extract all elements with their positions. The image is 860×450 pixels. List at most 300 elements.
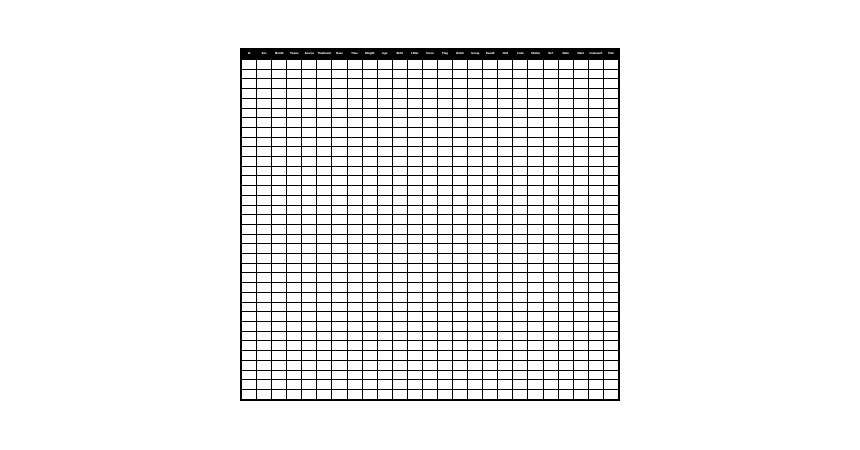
table-cell xyxy=(453,137,468,147)
table-cell xyxy=(528,360,543,370)
table-cell xyxy=(377,137,392,147)
table-cell xyxy=(272,186,287,196)
table-cell xyxy=(422,137,437,147)
data-table xyxy=(241,49,619,400)
table-cell xyxy=(573,176,588,186)
table-cell xyxy=(558,380,573,390)
table-cell xyxy=(528,292,543,302)
table-cell xyxy=(438,351,453,361)
table-cell xyxy=(483,108,498,118)
table-cell xyxy=(272,380,287,390)
table-cell xyxy=(558,370,573,380)
table-cell xyxy=(287,273,302,283)
table-cell xyxy=(528,108,543,118)
table-cell xyxy=(513,176,528,186)
table-cell xyxy=(468,321,483,331)
table-cell xyxy=(302,127,317,137)
table-cell xyxy=(302,263,317,273)
table-cell xyxy=(498,254,513,264)
table-cell xyxy=(287,370,302,380)
table-cell xyxy=(242,224,257,234)
table-cell xyxy=(362,147,377,157)
table-cell xyxy=(498,224,513,234)
table-cell xyxy=(573,302,588,312)
table-cell xyxy=(362,351,377,361)
table-cell xyxy=(513,224,528,234)
table-cell xyxy=(588,89,603,99)
table-cell xyxy=(438,244,453,254)
table-row xyxy=(242,302,619,312)
table-cell xyxy=(407,224,422,234)
table-cell xyxy=(257,389,272,399)
table-cell xyxy=(543,321,558,331)
table-cell xyxy=(302,186,317,196)
table-cell xyxy=(438,389,453,399)
table-cell xyxy=(513,157,528,167)
table-cell xyxy=(347,89,362,99)
table-cell xyxy=(302,108,317,118)
table-cell xyxy=(422,98,437,108)
table-cell xyxy=(332,205,347,215)
table-cell xyxy=(377,127,392,137)
table-cell xyxy=(453,263,468,273)
table-row xyxy=(242,205,619,215)
table-cell xyxy=(543,389,558,399)
table-row xyxy=(242,283,619,293)
table-cell xyxy=(588,108,603,118)
table-cell xyxy=(302,98,317,108)
table-cell xyxy=(242,89,257,99)
table-cell xyxy=(257,195,272,205)
table-cell xyxy=(347,60,362,70)
table-cell xyxy=(377,118,392,128)
table-cell xyxy=(362,331,377,341)
table-cell xyxy=(407,98,422,108)
table-cell xyxy=(468,166,483,176)
table-cell xyxy=(453,234,468,244)
table-cell xyxy=(377,234,392,244)
table-cell xyxy=(498,360,513,370)
table-cell xyxy=(332,351,347,361)
table-cell xyxy=(558,263,573,273)
table-cell xyxy=(317,263,332,273)
table-cell xyxy=(332,166,347,176)
table-cell xyxy=(603,127,618,137)
table-cell xyxy=(543,234,558,244)
table-cell xyxy=(347,370,362,380)
table-cell xyxy=(332,312,347,322)
table-cell xyxy=(498,157,513,167)
table-cell xyxy=(558,360,573,370)
table-cell xyxy=(332,283,347,293)
table-cell xyxy=(377,69,392,79)
table-cell xyxy=(287,215,302,225)
table-cell xyxy=(287,360,302,370)
table-cell xyxy=(468,108,483,118)
table-cell xyxy=(317,389,332,399)
table-cell xyxy=(332,360,347,370)
table-row xyxy=(242,98,619,108)
table-cell xyxy=(242,292,257,302)
table-cell xyxy=(588,224,603,234)
table-cell xyxy=(468,195,483,205)
table-cell xyxy=(392,321,407,331)
table-cell xyxy=(573,273,588,283)
table-cell xyxy=(573,331,588,341)
table-header xyxy=(242,50,619,60)
table-cell xyxy=(603,118,618,128)
table-cell xyxy=(287,254,302,264)
table-cell xyxy=(453,215,468,225)
table-row xyxy=(242,157,619,167)
table-cell xyxy=(483,127,498,137)
table-cell xyxy=(528,283,543,293)
table-cell xyxy=(317,360,332,370)
table-cell xyxy=(287,137,302,147)
table-cell xyxy=(573,137,588,147)
table-cell xyxy=(362,380,377,390)
table-cell xyxy=(422,321,437,331)
table-cell xyxy=(528,380,543,390)
table-cell xyxy=(332,108,347,118)
table-cell xyxy=(377,283,392,293)
table-cell xyxy=(588,331,603,341)
table-cell xyxy=(332,341,347,351)
table-cell xyxy=(407,331,422,341)
table-cell xyxy=(377,157,392,167)
table-cell xyxy=(392,302,407,312)
table-cell xyxy=(588,215,603,225)
table-cell xyxy=(483,283,498,293)
table-cell xyxy=(543,195,558,205)
table-cell xyxy=(377,312,392,322)
table-cell xyxy=(242,205,257,215)
table-body xyxy=(242,60,619,400)
table-cell xyxy=(407,69,422,79)
table-cell xyxy=(453,205,468,215)
data-table-sheet xyxy=(240,48,620,401)
table-cell xyxy=(407,380,422,390)
table-row xyxy=(242,127,619,137)
table-cell xyxy=(588,195,603,205)
table-cell xyxy=(543,292,558,302)
table-cell xyxy=(543,118,558,128)
table-cell xyxy=(272,224,287,234)
table-cell xyxy=(438,292,453,302)
table-cell xyxy=(287,69,302,79)
table-cell xyxy=(332,195,347,205)
table-cell xyxy=(407,244,422,254)
table-cell xyxy=(242,389,257,399)
table-cell xyxy=(558,292,573,302)
table-cell xyxy=(317,341,332,351)
table-cell xyxy=(242,147,257,157)
table-cell xyxy=(513,205,528,215)
table-cell xyxy=(498,195,513,205)
table-cell xyxy=(347,273,362,283)
table-cell xyxy=(468,215,483,225)
table-cell xyxy=(347,157,362,167)
table-cell xyxy=(407,370,422,380)
table-cell xyxy=(543,244,558,254)
table-cell xyxy=(528,370,543,380)
column-header: Batch xyxy=(453,50,468,60)
table-cell xyxy=(573,166,588,176)
table-cell xyxy=(528,341,543,351)
table-cell xyxy=(558,205,573,215)
table-cell xyxy=(317,60,332,70)
table-cell xyxy=(377,380,392,390)
table-cell xyxy=(422,60,437,70)
table-cell xyxy=(287,263,302,273)
table-cell xyxy=(453,283,468,293)
table-cell xyxy=(287,147,302,157)
table-cell xyxy=(588,186,603,196)
table-cell xyxy=(257,312,272,322)
table-cell xyxy=(287,341,302,351)
table-cell xyxy=(392,389,407,399)
table-cell xyxy=(483,380,498,390)
table-cell xyxy=(257,370,272,380)
table-cell xyxy=(513,89,528,99)
table-cell xyxy=(377,166,392,176)
table-row xyxy=(242,380,619,390)
table-row xyxy=(242,244,619,254)
column-header: Status xyxy=(528,50,543,60)
table-row xyxy=(242,263,619,273)
table-cell xyxy=(573,254,588,264)
table-cell xyxy=(332,157,347,167)
table-cell xyxy=(603,137,618,147)
table-cell xyxy=(468,283,483,293)
table-cell xyxy=(347,176,362,186)
table-cell xyxy=(302,157,317,167)
table-cell xyxy=(603,176,618,186)
table-cell xyxy=(573,127,588,137)
table-cell xyxy=(438,166,453,176)
table-cell xyxy=(468,331,483,341)
table-cell xyxy=(438,137,453,147)
table-cell xyxy=(558,224,573,234)
table-cell xyxy=(302,331,317,341)
table-cell xyxy=(377,321,392,331)
table-cell xyxy=(603,205,618,215)
table-cell xyxy=(362,370,377,380)
table-cell xyxy=(347,205,362,215)
table-cell xyxy=(257,331,272,341)
table-cell xyxy=(588,389,603,399)
table-cell xyxy=(513,127,528,137)
table-cell xyxy=(362,302,377,312)
column-header: Comment xyxy=(588,50,603,60)
table-cell xyxy=(453,195,468,205)
table-cell xyxy=(453,380,468,390)
table-cell xyxy=(468,205,483,215)
table-cell xyxy=(407,137,422,147)
table-cell xyxy=(513,360,528,370)
table-cell xyxy=(272,341,287,351)
table-cell xyxy=(513,292,528,302)
table-cell xyxy=(558,127,573,137)
table-cell xyxy=(558,195,573,205)
table-cell xyxy=(603,186,618,196)
table-cell xyxy=(603,360,618,370)
table-cell xyxy=(438,273,453,283)
table-cell xyxy=(588,283,603,293)
table-cell xyxy=(603,147,618,157)
table-cell xyxy=(407,321,422,331)
table-cell xyxy=(528,127,543,137)
table-cell xyxy=(242,263,257,273)
table-cell xyxy=(362,321,377,331)
table-cell xyxy=(498,176,513,186)
table-cell xyxy=(498,147,513,157)
table-cell xyxy=(573,118,588,128)
table-cell xyxy=(287,176,302,186)
table-cell xyxy=(362,389,377,399)
table-cell xyxy=(453,321,468,331)
table-cell xyxy=(543,79,558,89)
table-cell xyxy=(513,215,528,225)
table-cell xyxy=(483,118,498,128)
table-cell xyxy=(573,351,588,361)
table-cell xyxy=(438,302,453,312)
table-cell xyxy=(453,254,468,264)
table-cell xyxy=(392,98,407,108)
table-cell xyxy=(407,360,422,370)
table-cell xyxy=(242,215,257,225)
table-cell xyxy=(257,380,272,390)
table-cell xyxy=(588,292,603,302)
table-cell xyxy=(558,79,573,89)
table-cell xyxy=(287,118,302,128)
table-cell xyxy=(603,108,618,118)
table-cell xyxy=(558,60,573,70)
table-cell xyxy=(392,127,407,137)
table-cell xyxy=(573,186,588,196)
table-cell xyxy=(543,224,558,234)
table-cell xyxy=(422,360,437,370)
table-cell xyxy=(603,98,618,108)
table-cell xyxy=(453,351,468,361)
table-cell xyxy=(287,312,302,322)
column-header: Age xyxy=(377,50,392,60)
table-cell xyxy=(362,215,377,225)
table-cell xyxy=(302,380,317,390)
table-cell xyxy=(287,321,302,331)
table-cell xyxy=(422,370,437,380)
table-cell xyxy=(302,60,317,70)
table-cell xyxy=(287,186,302,196)
table-cell xyxy=(573,89,588,99)
table-cell xyxy=(483,302,498,312)
table-cell xyxy=(498,98,513,108)
table-cell xyxy=(468,292,483,302)
table-cell xyxy=(543,254,558,264)
table-row xyxy=(242,108,619,118)
table-cell xyxy=(242,273,257,283)
table-cell xyxy=(347,215,362,225)
table-cell xyxy=(453,89,468,99)
table-cell xyxy=(407,195,422,205)
table-cell xyxy=(242,360,257,370)
table-cell xyxy=(528,205,543,215)
table-cell xyxy=(438,176,453,186)
table-cell xyxy=(543,341,558,351)
column-header: Mark xyxy=(573,50,588,60)
table-cell xyxy=(407,341,422,351)
table-cell xyxy=(573,108,588,118)
table-cell xyxy=(347,166,362,176)
table-cell xyxy=(468,244,483,254)
table-cell xyxy=(317,69,332,79)
table-cell xyxy=(513,283,528,293)
table-cell xyxy=(453,166,468,176)
table-cell xyxy=(407,351,422,361)
table-cell xyxy=(332,176,347,186)
table-row xyxy=(242,147,619,157)
table-cell xyxy=(528,331,543,341)
table-cell xyxy=(287,292,302,302)
table-cell xyxy=(377,263,392,273)
table-cell xyxy=(392,370,407,380)
table-cell xyxy=(257,157,272,167)
table-row xyxy=(242,331,619,341)
table-cell xyxy=(498,108,513,118)
table-cell xyxy=(302,166,317,176)
table-cell xyxy=(438,360,453,370)
table-cell xyxy=(573,234,588,244)
table-cell xyxy=(468,273,483,283)
table-cell xyxy=(438,69,453,79)
table-cell xyxy=(513,380,528,390)
table-cell xyxy=(302,234,317,244)
table-cell xyxy=(257,89,272,99)
table-cell xyxy=(422,389,437,399)
column-header: Weight xyxy=(362,50,377,60)
table-cell xyxy=(362,312,377,322)
table-cell xyxy=(317,176,332,186)
table-cell xyxy=(317,302,332,312)
table-cell xyxy=(287,244,302,254)
table-cell xyxy=(558,283,573,293)
table-cell xyxy=(302,351,317,361)
table-cell xyxy=(543,351,558,361)
table-row xyxy=(242,224,619,234)
table-cell xyxy=(468,147,483,157)
table-cell xyxy=(362,69,377,79)
table-cell xyxy=(468,69,483,79)
table-cell xyxy=(317,331,332,341)
table-cell xyxy=(498,321,513,331)
table-cell xyxy=(257,108,272,118)
table-cell xyxy=(558,234,573,244)
table-row xyxy=(242,321,619,331)
table-cell xyxy=(392,89,407,99)
table-cell xyxy=(573,263,588,273)
table-cell xyxy=(543,312,558,322)
table-cell xyxy=(588,60,603,70)
table-cell xyxy=(287,205,302,215)
table-cell xyxy=(377,273,392,283)
table-cell xyxy=(558,389,573,399)
table-cell xyxy=(257,147,272,157)
table-cell xyxy=(347,147,362,157)
table-cell xyxy=(422,302,437,312)
table-cell xyxy=(272,98,287,108)
table-cell xyxy=(257,205,272,215)
table-cell xyxy=(407,312,422,322)
